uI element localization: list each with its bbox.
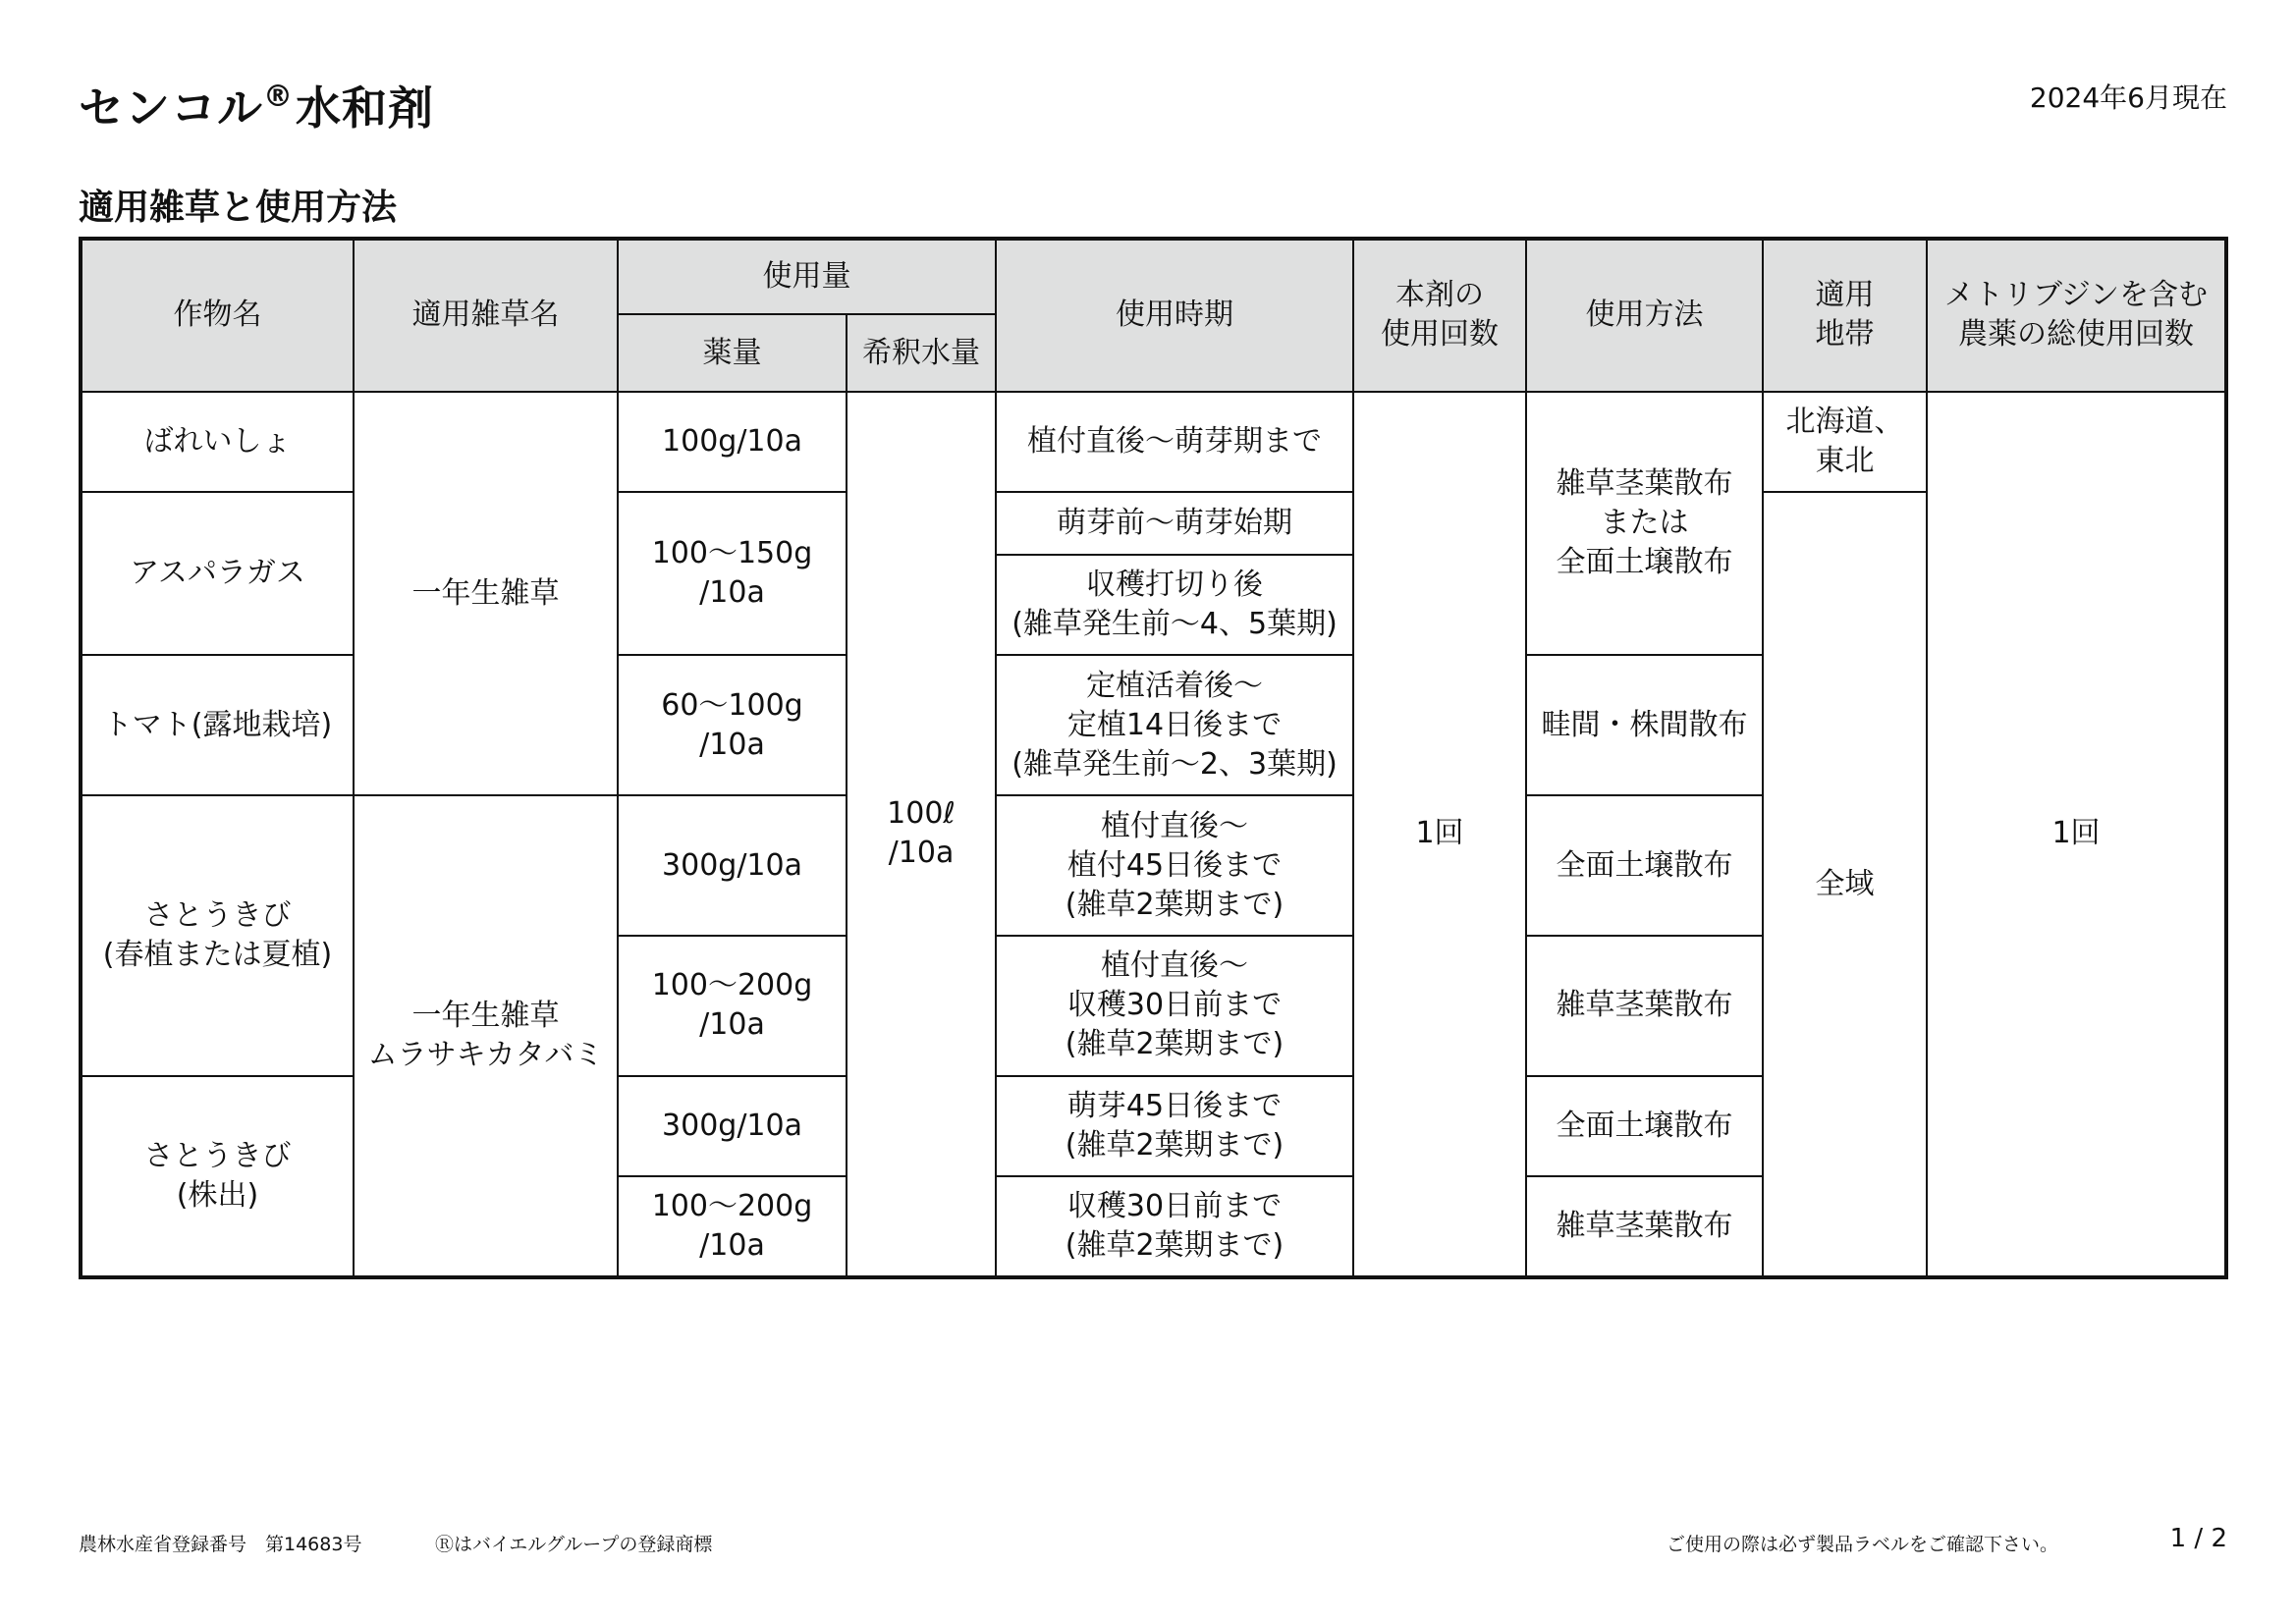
header-timing: 使用時期 xyxy=(996,239,1353,392)
timing-cell: 定植活着後～ 定植14日後まで (雑草発生前～2、3葉期) xyxy=(996,655,1353,795)
product-name: センコル xyxy=(79,81,263,135)
chemical-cell: 300g/10a xyxy=(618,795,847,936)
timing-cell: 萌芽前～萌芽始期 xyxy=(996,492,1353,554)
timing-cell: 収穫30日前まで (雑草2葉期まで) xyxy=(996,1176,1353,1277)
weed-cell: 一年生雑草 ムラサキカタバミ xyxy=(354,795,618,1277)
timing-cell: 植付直後～ 収穫30日前まで (雑草2葉期まで) xyxy=(996,936,1353,1076)
timing-cell: 植付直後～ 植付45日後まで (雑草2葉期まで) xyxy=(996,795,1353,936)
header-region: 適用 地帯 xyxy=(1763,239,1927,392)
method-cell: 雑草茎葉散布 または 全面土壌散布 xyxy=(1526,392,1763,656)
method-cell: 雑草茎葉散布 xyxy=(1526,1176,1763,1277)
water-cell: 100ℓ /10a xyxy=(847,392,996,1277)
timing-cell: 植付直後～萌芽期まで xyxy=(996,392,1353,493)
page-number: 1 / 2 xyxy=(2169,1524,2227,1553)
registration-number: 農林水産省登録番号 第14683号 xyxy=(79,1534,362,1555)
chemical-cell: 60～100g /10a xyxy=(618,655,847,795)
header-amount: 使用量 xyxy=(618,239,996,314)
chemical-cell: 100～200g /10a xyxy=(618,1176,847,1277)
header-weed: 適用雑草名 xyxy=(354,239,618,392)
as-of-date: 2024年6月現在 xyxy=(2029,81,2227,114)
crop-cell: アスパラガス xyxy=(81,492,354,655)
registered-mark: ® xyxy=(263,80,294,114)
region-cell: 全域 xyxy=(1763,492,1927,1277)
method-cell: 全面土壌散布 xyxy=(1526,795,1763,936)
crop-cell: トマト(露地栽培) xyxy=(81,655,354,795)
method-cell: 全面土壌散布 xyxy=(1526,1076,1763,1177)
usage-table xyxy=(79,237,2228,1279)
method-cell: 畦間・株間散布 xyxy=(1526,655,1763,795)
crop-cell: さとうきび (春植または夏植) xyxy=(81,795,354,1076)
count-cell: 1回 xyxy=(1353,392,1526,1277)
product-suffix: 水和剤 xyxy=(296,81,434,135)
label-notice: ご使用の際は必ず製品ラベルをご確認下さい。 xyxy=(1667,1534,2059,1555)
total-cell: 1回 xyxy=(1927,392,2226,1277)
chemical-cell: 100～200g /10a xyxy=(618,936,847,1076)
crop-cell: ばれいしょ xyxy=(81,392,354,493)
header-crop: 作物名 xyxy=(81,239,354,392)
chemical-cell: 100g/10a xyxy=(618,392,847,493)
table-row xyxy=(81,392,2226,493)
region-cell: 北海道、 東北 xyxy=(1763,392,1927,493)
chemical-cell: 100～150g /10a xyxy=(618,492,847,655)
method-cell: 雑草茎葉散布 xyxy=(1526,936,1763,1076)
header-method: 使用方法 xyxy=(1526,239,1763,392)
header-water: 希釈水量 xyxy=(847,314,996,391)
header-total: メトリブジンを含む 農薬の総使用回数 xyxy=(1927,239,2226,392)
timing-cell: 収穫打切り後 (雑草発生前～4、5葉期) xyxy=(996,555,1353,656)
product-title xyxy=(79,73,434,137)
timing-cell: 萌芽45日後まで (雑草2葉期まで) xyxy=(996,1076,1353,1177)
header-chemical: 薬量 xyxy=(618,314,847,391)
chemical-cell: 300g/10a xyxy=(618,1076,847,1177)
header-count: 本剤の 使用回数 xyxy=(1353,239,1526,392)
crop-cell: さとうきび (株出) xyxy=(81,1076,354,1277)
weed-cell: 一年生雑草 xyxy=(354,392,618,795)
trademark-note: Ⓡはバイエルグループの登録商標 xyxy=(435,1534,713,1555)
header-row-1 xyxy=(81,239,2226,314)
section-title: 適用雑草と使用方法 xyxy=(79,188,398,228)
